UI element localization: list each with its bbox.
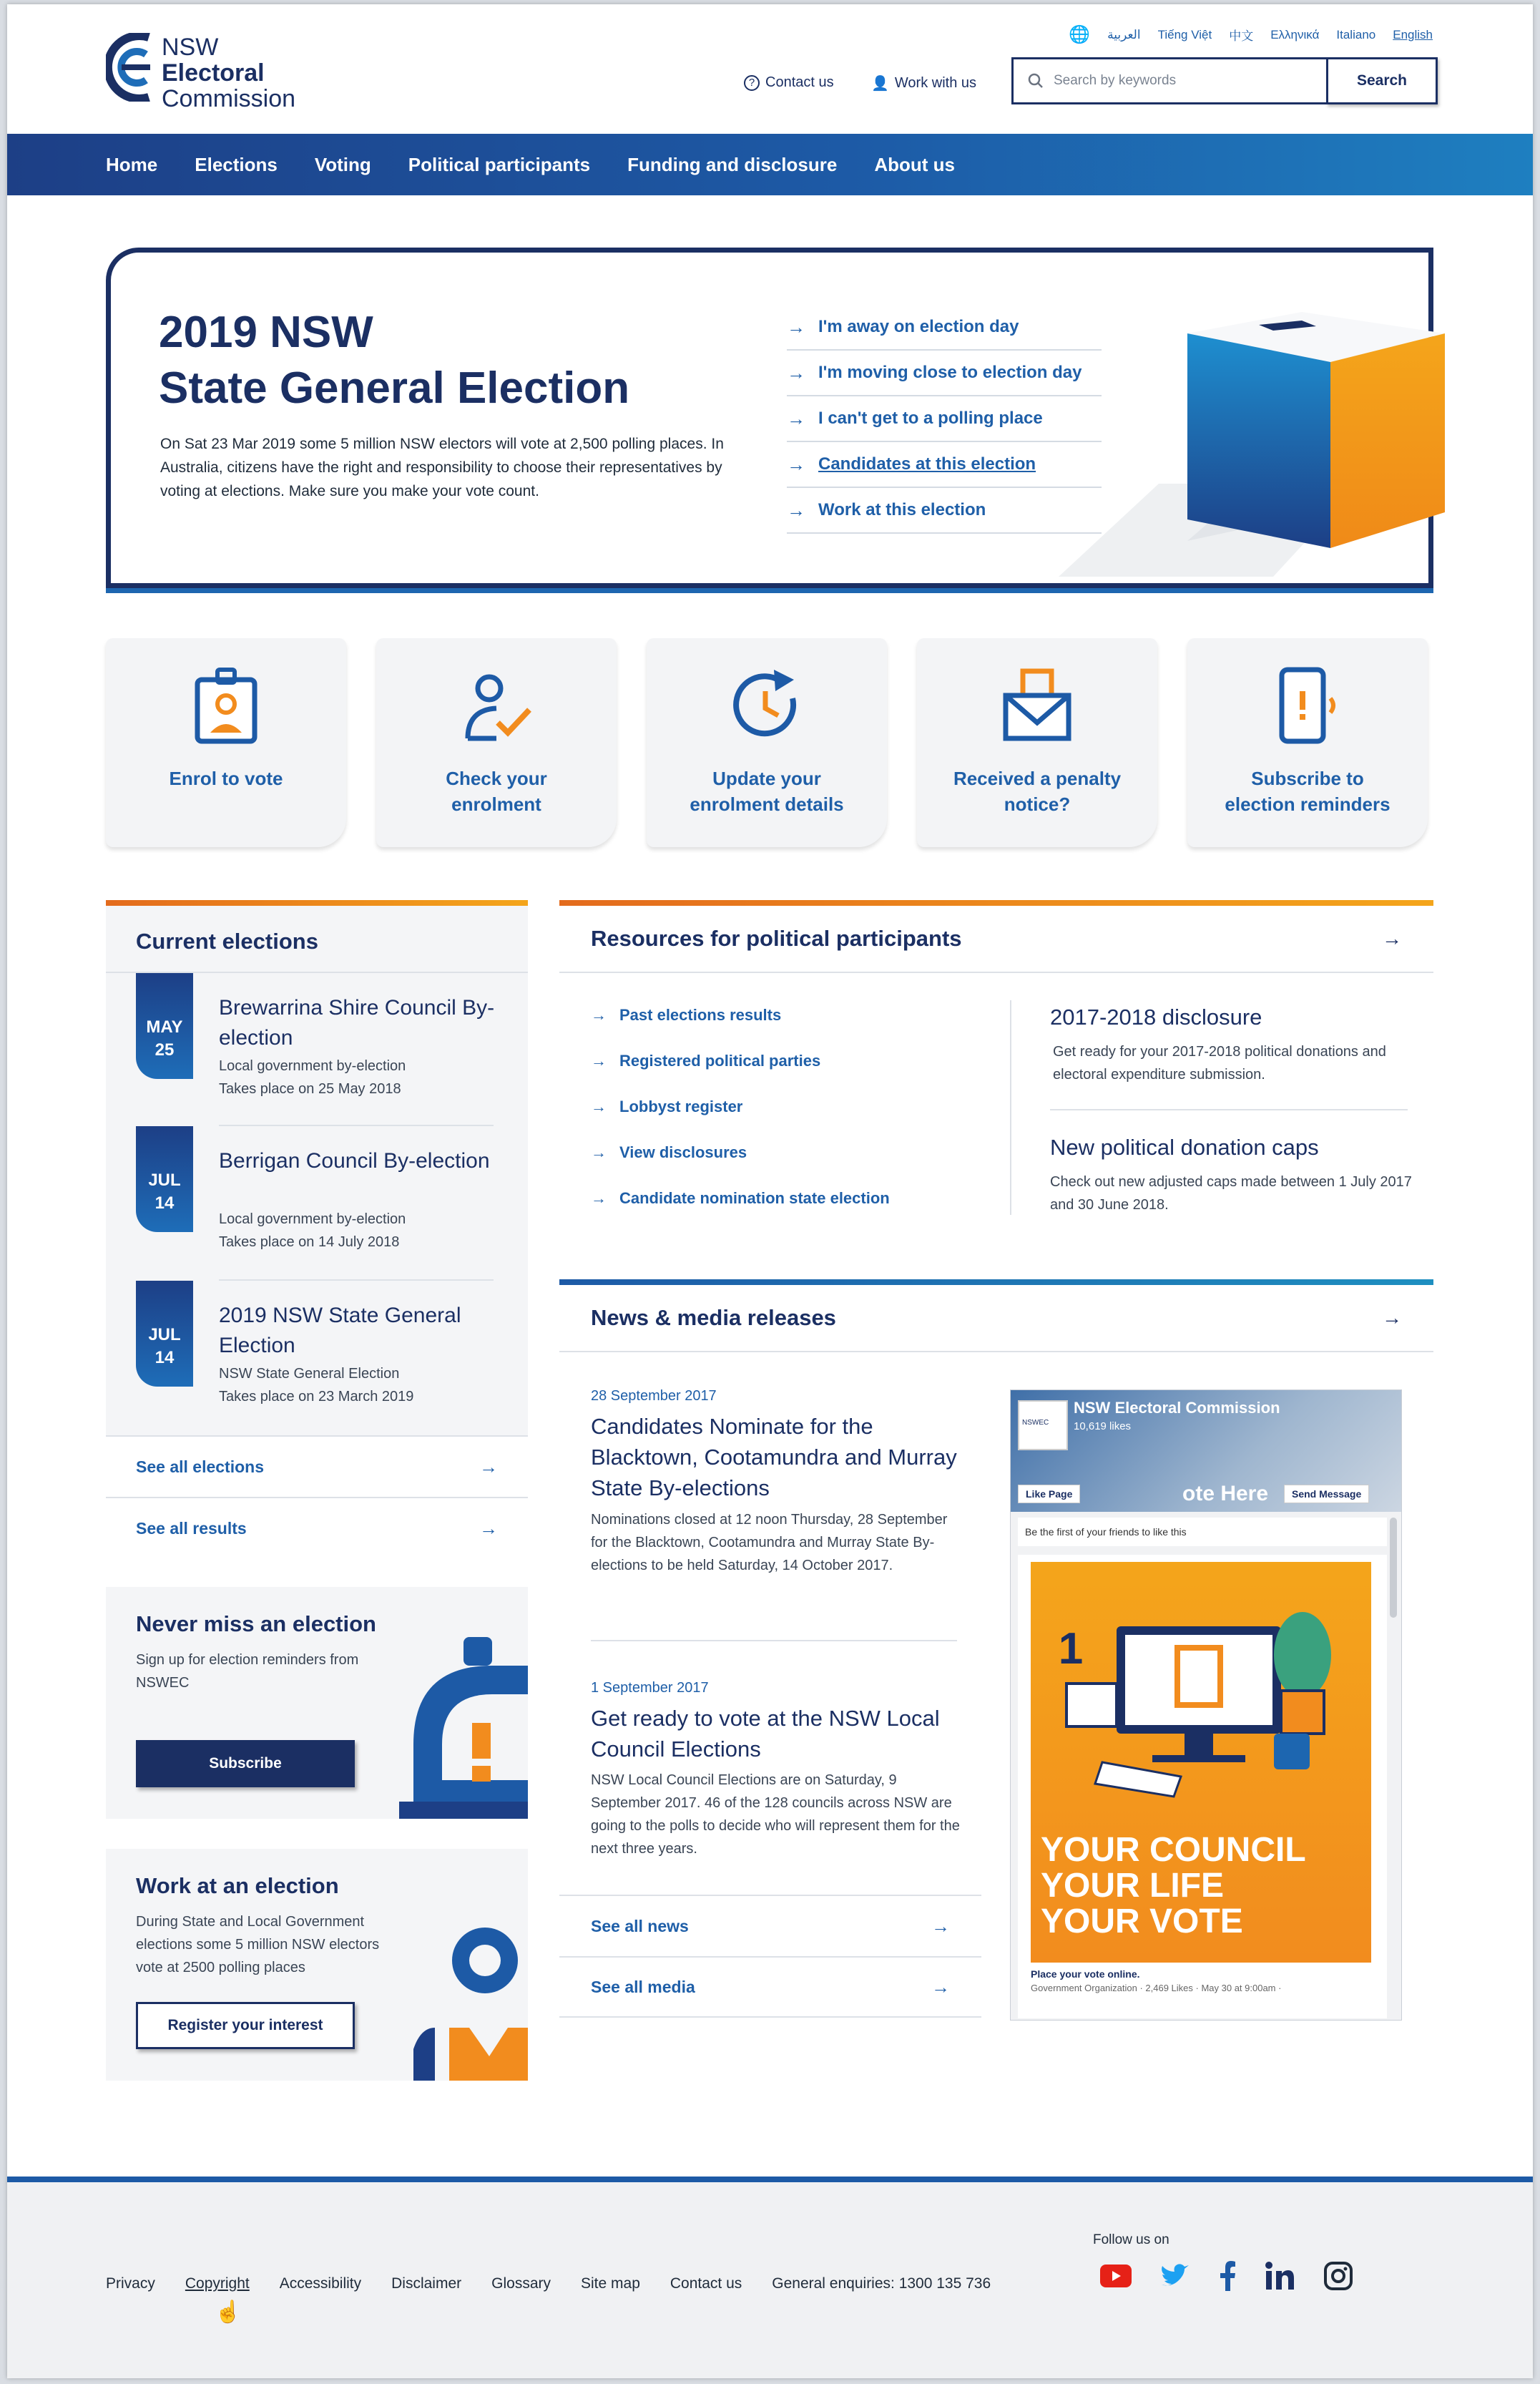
lang-vietnamese[interactable]: Tiếng Việt	[1157, 27, 1212, 41]
arrow-right-icon: →	[787, 407, 805, 429]
subscribe-button[interactable]: Subscribe	[136, 1740, 355, 1787]
see-all-elections-link[interactable]	[106, 1435, 528, 1497]
quick-link-moving[interactable]	[787, 351, 1102, 396]
news-title[interactable]: Candidates Nominate for the Blacktown, Cootamundra and Murray State By-elections	[591, 1414, 957, 1500]
news-text: Nominations closed at 12 noon Thursday, 28 September for the Blacktown, Cootamundra and Murray State By-elections to be held Saturday, 14 October 2017.	[591, 1512, 948, 1573]
send-message-button[interactable]: Send Message	[1284, 1485, 1369, 1503]
quick-link-label: I can't get to a polling place	[818, 409, 1043, 428]
register-interest-button[interactable]: Register your interest	[136, 2002, 355, 2049]
resource-link-label: Registered political parties	[619, 1052, 821, 1070]
current-elections-panel	[106, 900, 528, 1558]
election-date-text: Takes place on 14 July 2018	[219, 1234, 400, 1250]
resource-link[interactable]	[591, 1098, 742, 1116]
hero-title	[159, 305, 629, 416]
arrow-right-icon: →	[1382, 927, 1402, 949]
election-title[interactable]: Berrigan Council By-election	[219, 1149, 490, 1173]
instagram-icon[interactable]	[1323, 2261, 1353, 2291]
arrow-right-icon: →	[787, 361, 805, 384]
id-badge-icon	[190, 667, 262, 746]
cursor-hand-icon: ☝	[215, 2300, 242, 2324]
globe-icon: 🌐	[1069, 25, 1091, 44]
news-date: 28 September 2017	[591, 1388, 717, 1404]
language-bar	[1069, 24, 1433, 45]
lang-greek[interactable]: Ελληνικά	[1270, 27, 1320, 41]
nav-home[interactable]: Home	[106, 153, 158, 175]
arrow-right-icon: →	[479, 1455, 498, 1477]
news-heading: News & media releases	[591, 1305, 836, 1330]
hero-description: On Sat 23 Mar 2019 some 5 million NSW electors will vote at 2,500 polling places. In Australia, citizens have the right and responsibility to choose their representatives by voting at elections. Make sure you make your vote count.	[160, 436, 724, 499]
social-icons	[1100, 2261, 1353, 2291]
quick-link-label: I'm moving close to election day	[818, 363, 1082, 382]
election-date-badge	[136, 1126, 193, 1232]
post-caption: Place your vote online.	[1031, 1968, 1140, 1980]
card-label-line: enrolment	[451, 793, 541, 815]
card-label-line: notice?	[1004, 793, 1071, 815]
facebook-avatar: NSWEC	[1018, 1400, 1068, 1450]
facebook-widget[interactable]	[1010, 1389, 1402, 2021]
logo-line-3: Commission	[162, 85, 296, 112]
election-item[interactable]	[136, 1281, 494, 1431]
linkedin-icon[interactable]	[1265, 2261, 1295, 2291]
search-input[interactable]	[1011, 57, 1326, 104]
arrow-right-icon: →	[591, 1098, 607, 1115]
arrow-right-icon: →	[591, 1052, 607, 1070]
facebook-page-name[interactable]: NSW Electoral Commission	[1074, 1399, 1280, 1417]
footer-link-copyright[interactable]: Copyright	[185, 2275, 250, 2292]
never-miss-text: Sign up for election reminders from NSWEC	[136, 1652, 359, 1691]
person-icon: 👤	[871, 76, 889, 92]
never-miss-title: Never miss an election	[136, 1611, 376, 1636]
contact-label: Contact us	[765, 74, 834, 90]
resources-panel	[559, 900, 1433, 1229]
link-label: See all results	[136, 1518, 247, 1538]
quick-link-label: I'm away on election day	[818, 317, 1019, 336]
election-date-badge	[136, 973, 193, 1079]
donation-caps-title[interactable]: New political donation caps	[1050, 1135, 1319, 1160]
resources-heading: Resources for political participants	[591, 926, 962, 951]
see-all-news-link[interactable]	[559, 1895, 981, 1956]
hero-quick-links	[787, 305, 1102, 534]
news-text: NSW Local Council Elections are on Saturday, 9 September 2017. 46 of the 128 councils across NSW are going to the polls to decide who will represent them for the next three years.	[591, 1772, 960, 1857]
card-label-line: Received a penalty	[953, 768, 1122, 789]
resource-link-label: Past elections results	[619, 1006, 782, 1024]
facebook-icon[interactable]	[1219, 2261, 1236, 2291]
clock-refresh-icon	[731, 667, 803, 746]
post-poster	[1031, 1562, 1371, 1963]
nav-political-participants[interactable]: Political participants	[408, 153, 591, 175]
news-header[interactable]	[559, 1285, 1433, 1352]
lang-arabic[interactable]: العربية	[1107, 27, 1141, 41]
link-label: See all elections	[136, 1457, 264, 1476]
footer-links	[106, 2275, 991, 2292]
contact-link[interactable]	[744, 74, 834, 91]
disclosure-title[interactable]: 2017-2018 disclosure	[1050, 1005, 1262, 1030]
panel-accent-bar	[559, 900, 1433, 906]
footer-link-site-map[interactable]: Site map	[581, 2275, 640, 2292]
footer-link-glossary[interactable]: Glossary	[491, 2275, 551, 2292]
arrow-right-icon: →	[1382, 1306, 1402, 1329]
poster-slogan	[1041, 1832, 1306, 1940]
nav-voting[interactable]: Voting	[314, 153, 371, 175]
date-day: 14	[155, 1348, 175, 1367]
lang-chinese[interactable]: 中文	[1229, 29, 1254, 43]
worker-illustration	[406, 1920, 528, 2081]
work-with-us-link[interactable]	[871, 74, 976, 92]
quick-link-work[interactable]	[787, 488, 1102, 534]
panel-accent-bar	[559, 1279, 1433, 1285]
election-date-badge	[136, 1281, 193, 1387]
logo-text[interactable]	[162, 34, 295, 112]
youtube-icon[interactable]	[1100, 2265, 1132, 2287]
work-election-text: During State and Local Government elections some 5 million NSW electors vote at 2500 polling places	[136, 1914, 380, 1975]
card-label-line: enrolment details	[690, 793, 844, 815]
election-date-text: Takes place on 25 May 2018	[219, 1081, 401, 1097]
divider	[591, 1640, 957, 1641]
hero-title-line-2: State General Election	[159, 363, 630, 413]
quick-link-candidates[interactable]	[787, 442, 1102, 488]
link-label: See all news	[591, 1916, 689, 1935]
card-label	[654, 766, 880, 817]
date-month: MAY	[146, 1017, 183, 1037]
date-month: JUL	[148, 1325, 181, 1344]
work-election-title: Work at an election	[136, 1873, 339, 1898]
logo-line-1: NSW	[162, 34, 219, 61]
election-date-text: Takes place on 23 March 2019	[219, 1389, 414, 1404]
facebook-friends-text: Be the first of your friends to like this	[1018, 1518, 1387, 1546]
current-elections-heading: Current elections	[136, 929, 318, 954]
election-title[interactable]: Brewarrina Shire Council By-election	[219, 996, 495, 1050]
card-label-line: Enrol to vote	[169, 768, 283, 789]
card-label	[113, 766, 339, 791]
nav-funding-disclosure[interactable]: Funding and disclosure	[627, 153, 838, 175]
election-type: Local government by-election	[219, 1058, 406, 1074]
arrow-right-icon: →	[479, 1517, 498, 1539]
election-type: Local government by-election	[219, 1211, 406, 1227]
envelope-icon	[1001, 667, 1073, 746]
post-meta: Government Organization · 2,469 Likes · May 30 at 9:00am ·	[1031, 1983, 1282, 1993]
card-update-enrolment[interactable]	[647, 638, 887, 847]
facebook-likes: 10,619 likes	[1074, 1420, 1132, 1432]
footer-link-contact[interactable]: Contact us	[670, 2275, 742, 2292]
poster-line: YOUR VOTE	[1041, 1902, 1243, 1940]
election-item[interactable]	[136, 973, 494, 1123]
election-type: NSW State General Election	[219, 1366, 400, 1382]
divider	[1050, 1109, 1408, 1110]
quick-link-polling-place[interactable]	[787, 396, 1102, 442]
question-icon: ?	[744, 75, 760, 91]
donation-caps-text: Check out new adjusted caps made between 1 July 2017 and 30 June 2018.	[1050, 1174, 1412, 1213]
quick-link-label: Candidates at this election	[818, 454, 1036, 474]
search-placeholder: Search by keywords	[1054, 73, 1177, 88]
resource-link[interactable]	[591, 1006, 781, 1025]
resource-link[interactable]	[591, 1189, 890, 1208]
card-label-line: Subscribe to	[1251, 768, 1364, 789]
nav-elections[interactable]: Elections	[195, 153, 278, 175]
hero-title-line-1: 2019 NSW	[159, 308, 373, 357]
facebook-cover-text: ote Here	[1182, 1482, 1269, 1505]
search-icon	[1028, 73, 1044, 89]
ballot-box-illustration	[1059, 305, 1445, 591]
twitter-icon[interactable]	[1160, 2263, 1190, 2289]
card-label-line: election reminders	[1225, 793, 1391, 815]
main-nav	[7, 134, 1533, 195]
footer-link-privacy[interactable]: Privacy	[106, 2275, 155, 2292]
logo-mark[interactable]	[106, 33, 155, 102]
card-subscribe-reminders[interactable]	[1187, 638, 1428, 847]
resource-link-label: Candidate nomination state election	[619, 1189, 890, 1207]
lang-italian[interactable]: Italiano	[1336, 27, 1376, 41]
facebook-post	[1018, 1555, 1387, 2018]
date-month: JUL	[148, 1171, 181, 1190]
disclosure-text: Get ready for your 2017-2018 political donations and electoral expenditure submission.	[1053, 1044, 1386, 1083]
card-penalty-notice[interactable]	[917, 638, 1157, 847]
date-day: 25	[155, 1040, 175, 1060]
resource-link-label: Lobbyst register	[619, 1098, 743, 1115]
work-election-panel	[106, 1849, 528, 2081]
scrollbar-thumb[interactable]	[1390, 1518, 1397, 1618]
footer-link-disclaimer[interactable]: Disclaimer	[391, 2275, 462, 2292]
card-check-enrolment[interactable]	[376, 638, 617, 847]
arrow-right-icon: →	[787, 453, 805, 475]
link-label: See all media	[591, 1977, 695, 1996]
card-label	[924, 766, 1150, 817]
card-label-line: Check your	[446, 768, 547, 789]
poster-line: YOUR COUNCIL	[1041, 1831, 1306, 1869]
resource-link[interactable]	[591, 1052, 820, 1070]
card-label-line: Update your	[712, 768, 821, 789]
news-date: 1 September 2017	[591, 1680, 709, 1696]
nav-about-us[interactable]: About us	[874, 153, 955, 175]
news-title[interactable]: Get ready to vote at the NSW Local Council Elections	[591, 1706, 940, 1762]
computer-illustration	[1059, 1612, 1345, 1798]
like-page-button[interactable]: Like Page	[1018, 1485, 1080, 1503]
arrow-right-icon: →	[591, 1143, 607, 1161]
see-all-results-link[interactable]	[106, 1497, 528, 1558]
user-check-icon	[461, 667, 532, 746]
arrow-right-icon: →	[931, 1975, 950, 1998]
resource-link[interactable]	[591, 1143, 747, 1162]
poster-number: 1	[1058, 1624, 1084, 1674]
resource-link-label: View disclosures	[619, 1143, 747, 1161]
footer	[7, 2177, 1533, 2378]
see-all-media-link[interactable]	[559, 1956, 981, 2018]
logo-line-2: Electoral	[162, 59, 265, 87]
arrow-right-icon: →	[787, 316, 805, 338]
poster-line: YOUR LIFE	[1041, 1867, 1225, 1905]
general-enquiries: General enquiries: 1300 135 736	[772, 2275, 991, 2292]
quick-link-label: Work at this election	[818, 500, 986, 519]
never-miss-panel	[106, 1587, 528, 1819]
phone-alert-icon	[1272, 667, 1343, 746]
panel-accent-bar	[106, 900, 528, 906]
follow-label: Follow us on	[1093, 2232, 1169, 2247]
arrow-right-icon: →	[931, 1915, 950, 1937]
card-enrol-to-vote[interactable]	[106, 638, 346, 847]
lang-english[interactable]: English	[1393, 27, 1433, 41]
arrow-right-icon: →	[787, 499, 805, 521]
divider	[1010, 1000, 1011, 1215]
resources-header[interactable]	[559, 906, 1433, 973]
facebook-cover	[1011, 1390, 1401, 1512]
page	[7, 4, 1533, 2378]
work-label: Work with us	[894, 75, 977, 91]
search-button[interactable]: Search	[1326, 57, 1438, 104]
card-label	[383, 766, 609, 817]
bell-icon	[399, 1637, 528, 1819]
date-day: 14	[155, 1193, 175, 1213]
arrow-right-icon: →	[591, 1006, 607, 1024]
card-label	[1195, 766, 1421, 817]
election-title[interactable]: 2019 NSW State General Election	[219, 1304, 461, 1357]
arrow-right-icon: →	[591, 1189, 607, 1207]
quick-link-away[interactable]	[787, 305, 1102, 351]
footer-link-accessibility[interactable]: Accessibility	[279, 2275, 362, 2292]
election-item[interactable]	[136, 1126, 494, 1276]
